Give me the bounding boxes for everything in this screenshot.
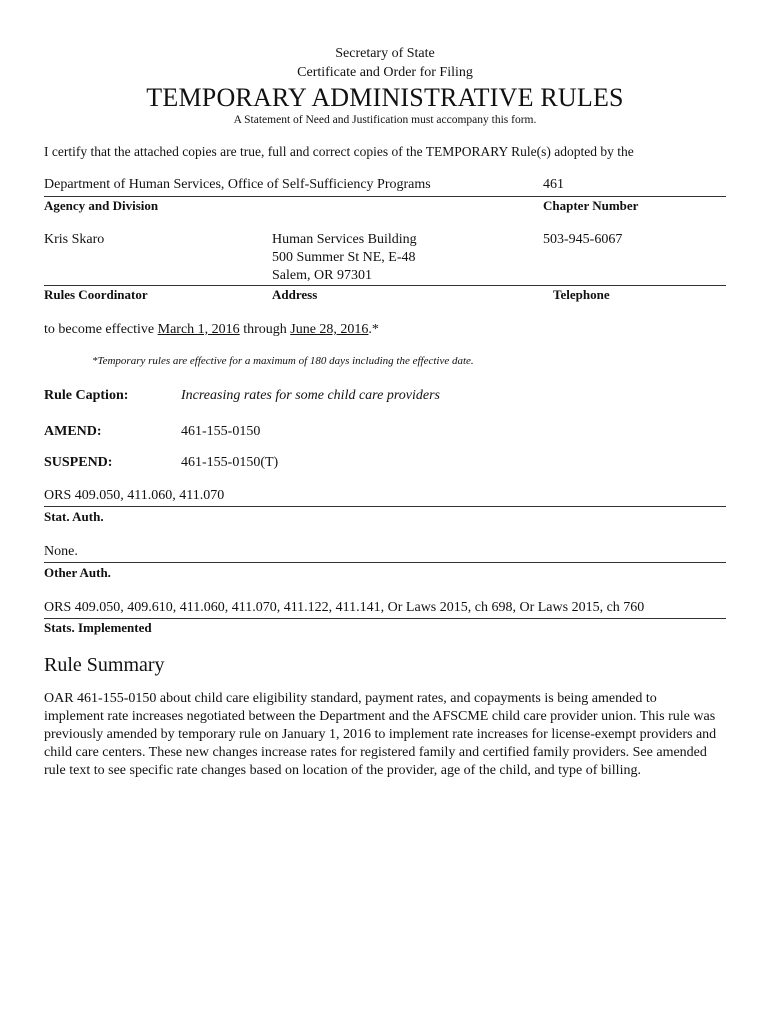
other-auth-line — [44, 562, 726, 563]
effective-suffix: .* — [368, 322, 379, 337]
effective-prefix: to become effective — [44, 322, 158, 337]
stats-implemented-label: Stats. Implemented — [44, 620, 152, 635]
header-line-certificate: Certificate and Order for Filing — [297, 65, 473, 80]
page-title: TEMPORARY ADMINISTRATIVE RULES — [146, 83, 624, 112]
effective-start-date: March 1, 2016 — [157, 322, 240, 337]
telephone-label: Telephone — [553, 287, 610, 302]
effective-end-date: June 28, 2016 — [290, 322, 369, 337]
stats-implemented-value: ORS 409.050, 409.610, 411.060, 411.070, 411.122, 411.141, Or Laws 2015, ch 698, Or Laws 2015, ch 760 — [44, 600, 645, 615]
suspend-value: 461-155-0150(T) — [181, 455, 279, 470]
suspend-label: SUSPEND: — [44, 455, 113, 470]
agency-line — [44, 196, 726, 197]
rule-summary-text: OAR 461-155-0150 about child care eligibility standard, payment rates, and copayments is being amended to implement rate increases negotiated between the Department and the AFSCME child care provider union. This rule was previously amended by temporary rule on January 1, 2016 to implement rate increases for license-exempt providers and child care centers. These new changes increase rates for registered family and certified family providers. See amended rule text to see specific rate changes based on location of the provider, age of the child, and type of billing. — [44, 691, 717, 778]
effective-note: *Temporary rules are effective for a maximum of 180 days including the effective date. — [92, 355, 474, 367]
page-subtitle: A Statement of Need and Justification must accompany this form. — [233, 114, 537, 126]
other-auth-label: Other Auth. — [44, 565, 111, 580]
address-label: Address — [272, 287, 318, 302]
stat-auth-value: ORS 409.050, 411.060, 411.070 — [44, 488, 225, 503]
rules-coordinator-value: Kris Skaro — [44, 232, 105, 247]
header-line-secretary: Secretary of State — [335, 46, 435, 61]
stats-implemented-line — [44, 618, 726, 619]
other-auth-value: None. — [44, 544, 78, 559]
address-line-2: 500 Summer St NE, E-48 — [272, 250, 416, 265]
agency-label: Agency and Division — [44, 198, 159, 213]
rule-caption-label: Rule Caption: — [44, 388, 129, 403]
rules-coordinator-label: Rules Coordinator — [44, 287, 148, 302]
rule-summary-heading: Rule Summary — [44, 654, 165, 676]
amend-value: 461-155-0150 — [181, 424, 261, 439]
amend-label: AMEND: — [44, 424, 102, 439]
effective-through: through — [239, 322, 291, 337]
chapter-number-label: Chapter Number — [543, 198, 639, 213]
address-line-1: Human Services Building — [272, 232, 417, 247]
chapter-number-value: 461 — [543, 177, 564, 192]
stat-auth-line — [44, 506, 726, 507]
certification-statement: I certify that the attached copies are true, full and correct copies of the TEMPORARY Rule(s) adopted by the — [44, 144, 634, 159]
agency-value: Department of Human Services, Office of Self-Sufficiency Programs — [44, 177, 431, 192]
rule-caption-value: Increasing rates for some child care providers — [181, 388, 440, 403]
coordinator-line — [44, 285, 726, 286]
stat-auth-label: Stat. Auth. — [44, 509, 104, 524]
telephone-value: 503-945-6067 — [543, 232, 623, 247]
effective-dates — [44, 322, 379, 338]
address-line-3: Salem, OR 97301 — [272, 268, 372, 283]
